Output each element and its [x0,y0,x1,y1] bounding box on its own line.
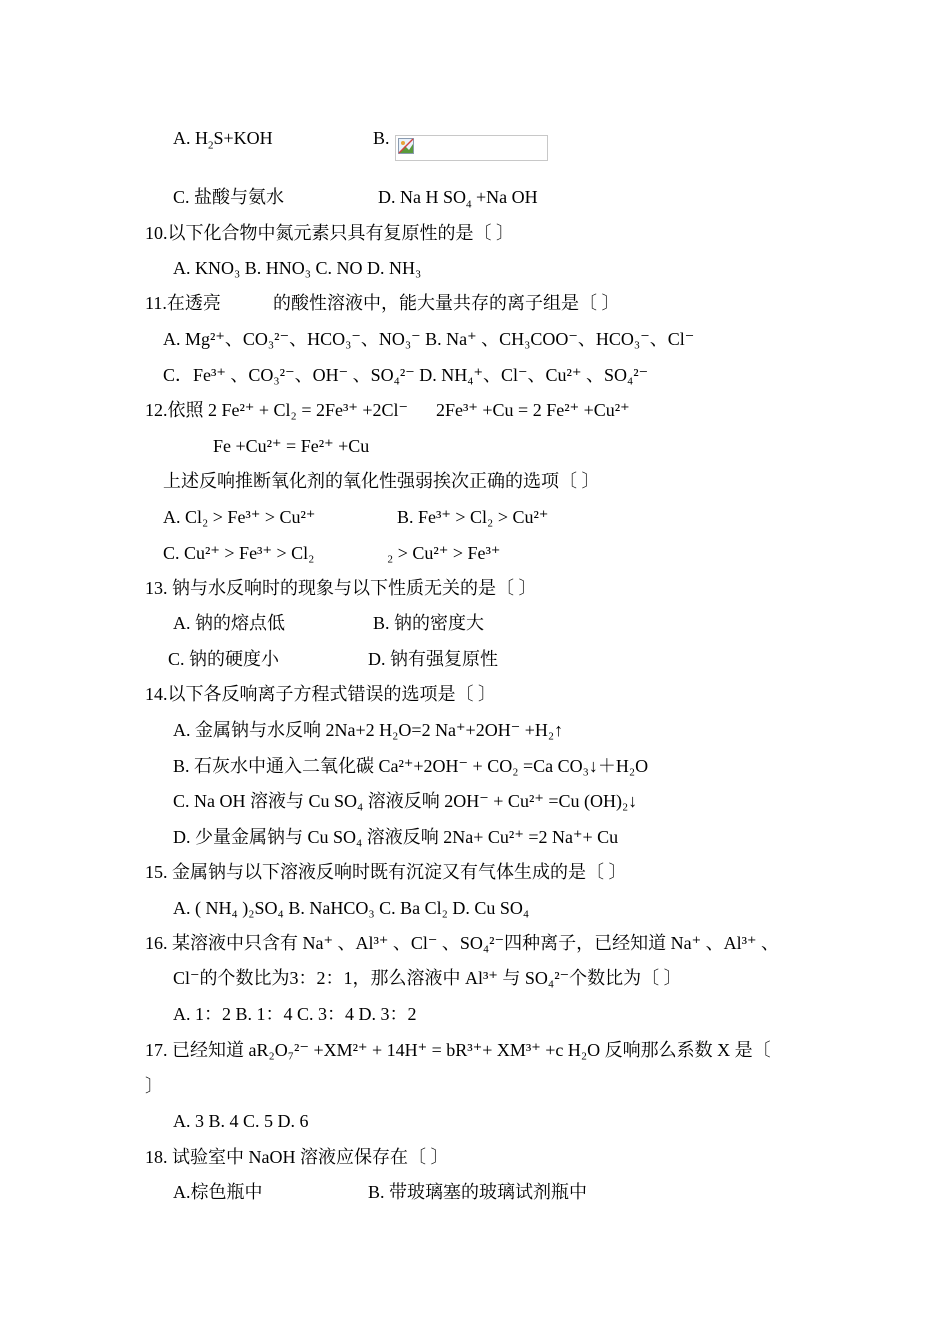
q18-option-b: B. 带玻璃塞的玻璃试剂瓶中 [368,1182,588,1202]
q10-stem: 10.以下化合物中氮元素只具有复原性的是〔 〕 [145,223,514,243]
q14-option-d: D. 少量金属钠与 Cu SO₄ 溶液反响 2Na+ Cu²⁺ =2 Na⁺+ Cu [173,827,619,847]
q17-stem-line2: 〕 [145,1076,163,1096]
q13-option-a: A. 钠的熔点低 [173,613,285,633]
q16-options: A. 1：2 B. 1：4 C. 3：4 D. 3：2 [173,1004,417,1024]
q12-option-b: B. Fe³⁺ > Cl₂ > Cu²⁺ [397,507,549,527]
q13-option-c: C. 钠的硬度小 [168,649,280,669]
q11-option-cd: C．Fe³⁺ 、CO₃²⁻、OH⁻ 、SO₄²⁻ D. NH₄⁺、Cl⁻、Cu²⁺ 、SO₄²⁻ [163,365,649,385]
q10-options: A. KNO₃ B. HNO₃ C. NO D. NH₃ [173,258,422,278]
q18-option-a: A.棕色瓶中 [173,1182,263,1202]
broken-image-placeholder [395,135,548,161]
q14-option-c: C. Na OH 溶液与 Cu SO₄ 溶液反响 2OH⁻ + Cu²⁺ =Cu (OH)₂↓ [173,791,638,811]
q17-options: A. 3 B. 4 C. 5 D. 6 [173,1111,309,1131]
q12-option-d: ₂ > Cu²⁺ > Fe³⁺ [387,543,501,563]
broken-image-icon [398,138,414,154]
q14-option-b: B. 石灰水中通入二氧化碳 Ca²⁺+2OH⁻ + CO₂ =Ca CO₃↓＋H₂O [173,756,649,776]
q12-question: 上述反响推断氧化剂的氧化性强弱挨次正确的选项〔 〕 [163,471,600,491]
q9-option-d: D. Na H $SO_4 +Na$ OH [378,187,538,211]
q12-option-c: C. Cu²⁺ > Fe³⁺ > Cl₂ [163,543,315,563]
q15-stem: 15. 金属钠与以下溶液反响时既有沉淀又有气体生成的是〔 〕 [145,862,627,882]
q11-option-ab: A. Mg²⁺、CO₃²⁻、HCO₃⁻、NO₃⁻ B. Na⁺ 、CH₃COO⁻、HCO₃⁻、Cl⁻ [163,329,695,349]
q13-option-b: B. 钠的密度大 [373,613,485,633]
q9-option-b-label: B. [373,128,390,148]
q13-stem: 13. 钠与水反响时的现象与以下性质无关的是〔 〕 [145,578,537,598]
q12-stem: 12.依照 2 Fe²⁺ + Cl₂ = 2Fe³⁺ +2Cl⁻ 2Fe³⁺ +Cu = 2 Fe²⁺ +Cu²⁺ [145,400,630,420]
q12-option-a: A. Cl₂ > Fe³⁺ > Cu²⁺ [163,507,316,527]
q16-stem-line1: 16. 某溶液中只含有 Na⁺ 、Al³⁺ 、Cl⁻ 、SO₄²⁻四种离子，已经知道 Na⁺ 、Al³⁺ 、 [145,933,779,953]
q11-stem: 11.在透亮 的酸性溶液中，能大量共存的离子组是〔 〕 [145,293,620,313]
q9-option-c: C. 盐酸与氨水 [173,187,285,207]
q16-stem-line2: Cl⁻的个数比为3：2：1，那么溶液中 Al³⁺ 与 SO₄²⁻个数比为〔 〕 [173,968,682,988]
q13-option-d: D. 钠有强复原性 [368,649,498,669]
q14-stem: 14.以下各反响离子方程式错误的选项是〔 〕 [145,684,496,704]
q18-stem: 18. 试验室中 NaOH 溶液应保存在〔 〕 [145,1147,449,1167]
q15-options: A. ( NH₄ )₂SO₄ B. NaHCO₃ C. Ba Cl₂ D. Cu SO₄ [173,898,530,918]
q12-equation-3: Fe +Cu²⁺ = Fe²⁺ +Cu [213,436,370,456]
q9-option-a: A. $H_2S+KOH$ [173,128,273,152]
q17-stem-line1: 17. 已经知道 aR₂O₇²⁻ +XM²⁺ + 14H⁺ = bR³⁺+ XM³⁺ +c H₂O 反响那么系数 X 是〔 [145,1040,771,1060]
q14-option-a: A. 金属钠与水反响 2Na+2 H₂O=2 Na⁺+2OH⁻ +H₂↑ [173,720,564,740]
